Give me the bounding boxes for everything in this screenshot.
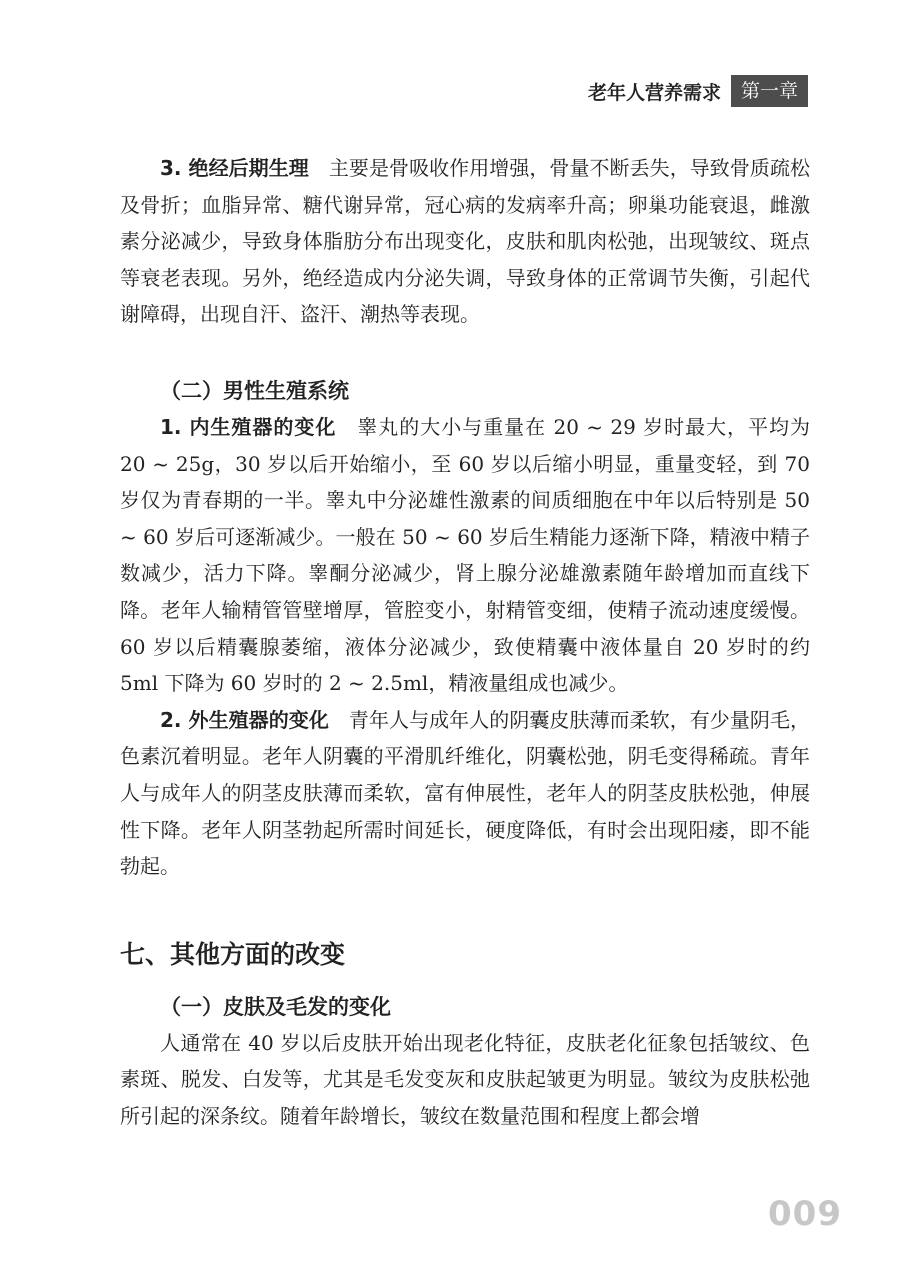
paragraph-lead: 1. 内生殖器的变化 xyxy=(160,414,337,439)
subheading-male-reproductive: （二）男性生殖系统 xyxy=(160,378,349,403)
section-heading-other-changes: 七、其他方面的改变 xyxy=(120,939,346,969)
running-title: 老年人营养需求 xyxy=(587,81,721,104)
paragraph-text: 青年人与成年人的阴囊皮肤薄而柔软，有少量阴毛，色素沉着明显。老年人阴囊的平滑肌纤维化，阴囊松弛，阴毛变得稀疏。青年人与成年人的阴茎皮肤薄而柔软，富有伸展性，老年人的阴茎皮肤松弛，伸展性下降。老年人阴茎勃起所需时间延长，硬度降低，有时会出现阳痿，即不能勃起。 xyxy=(120,707,810,879)
paragraph-text: 睾丸的大小与重量在 20 ~ 29 岁时最大，平均为 20 ~ 25g，30 岁以后开始缩小，至 60 岁以后缩小明显，重量变轻，到 70 岁仅为青春期的一半。睾丸中分泌雄性激素的间质细胞在中年以后特别是 50 ~ 60 岁后可逐渐减少。一般在 50 ~ 60 岁后生精能力逐渐下降，精液中精子数减少，活力下降。睾酮分泌减少，肾上腺分泌雄激素随年龄增加而直线下降。老年人输精管管壁增厚，管腔变小，射精管变细，使精子流动速度缓慢。60 岁以后精囊腺萎缩，液体分泌减少，致使精囊中液体量自 20 岁时的约 5ml 下降为 60 岁时的 2 ~ 2.5ml，精液量组成也减少。 xyxy=(120,414,810,696)
paragraph-menopause xyxy=(120,150,810,333)
paragraph-external-organs xyxy=(120,702,810,885)
paragraph-lead: 3. 绝经后期生理 xyxy=(160,156,309,180)
page-number: 009 xyxy=(768,1194,842,1234)
chapter-tab: 第一章 xyxy=(731,75,808,107)
paragraph-internal-organs xyxy=(120,409,810,702)
running-header xyxy=(588,75,808,107)
paragraph-lead: 2. 外生殖器的变化 xyxy=(160,707,329,732)
subheading-skin-hair: （一）皮肤及毛发的变化 xyxy=(160,994,391,1019)
paragraph-skin: 人通常在 40 岁以后皮肤开始出现老化特征，皮肤老化征象包括皱纹、色素斑、脱发、白发等，尤其是毛发变灰和皮肤起皱更为明显。皱纹为皮肤松弛所引起的深条纹。随着年龄增长，皱纹在数量范围和程度上都会增 xyxy=(120,1030,810,1128)
page-content xyxy=(120,150,810,1134)
paragraph-text: 主要是骨吸收作用增强，骨量不断丢失，导致骨质疏松及骨折；血脂异常、糖代谢异常，冠心病的发病率升高；卵巢功能衰退，雌激素分泌减少，导致身体脂肪分布出现变化，皮肤和肌肉松弛，出现皱纹、斑点等衰老表现。另外，绝经造成内分泌失调，导致身体的正常调节失衡，引起代谢障碍，出现自汗、盗汗、潮热等表现。 xyxy=(120,156,811,327)
